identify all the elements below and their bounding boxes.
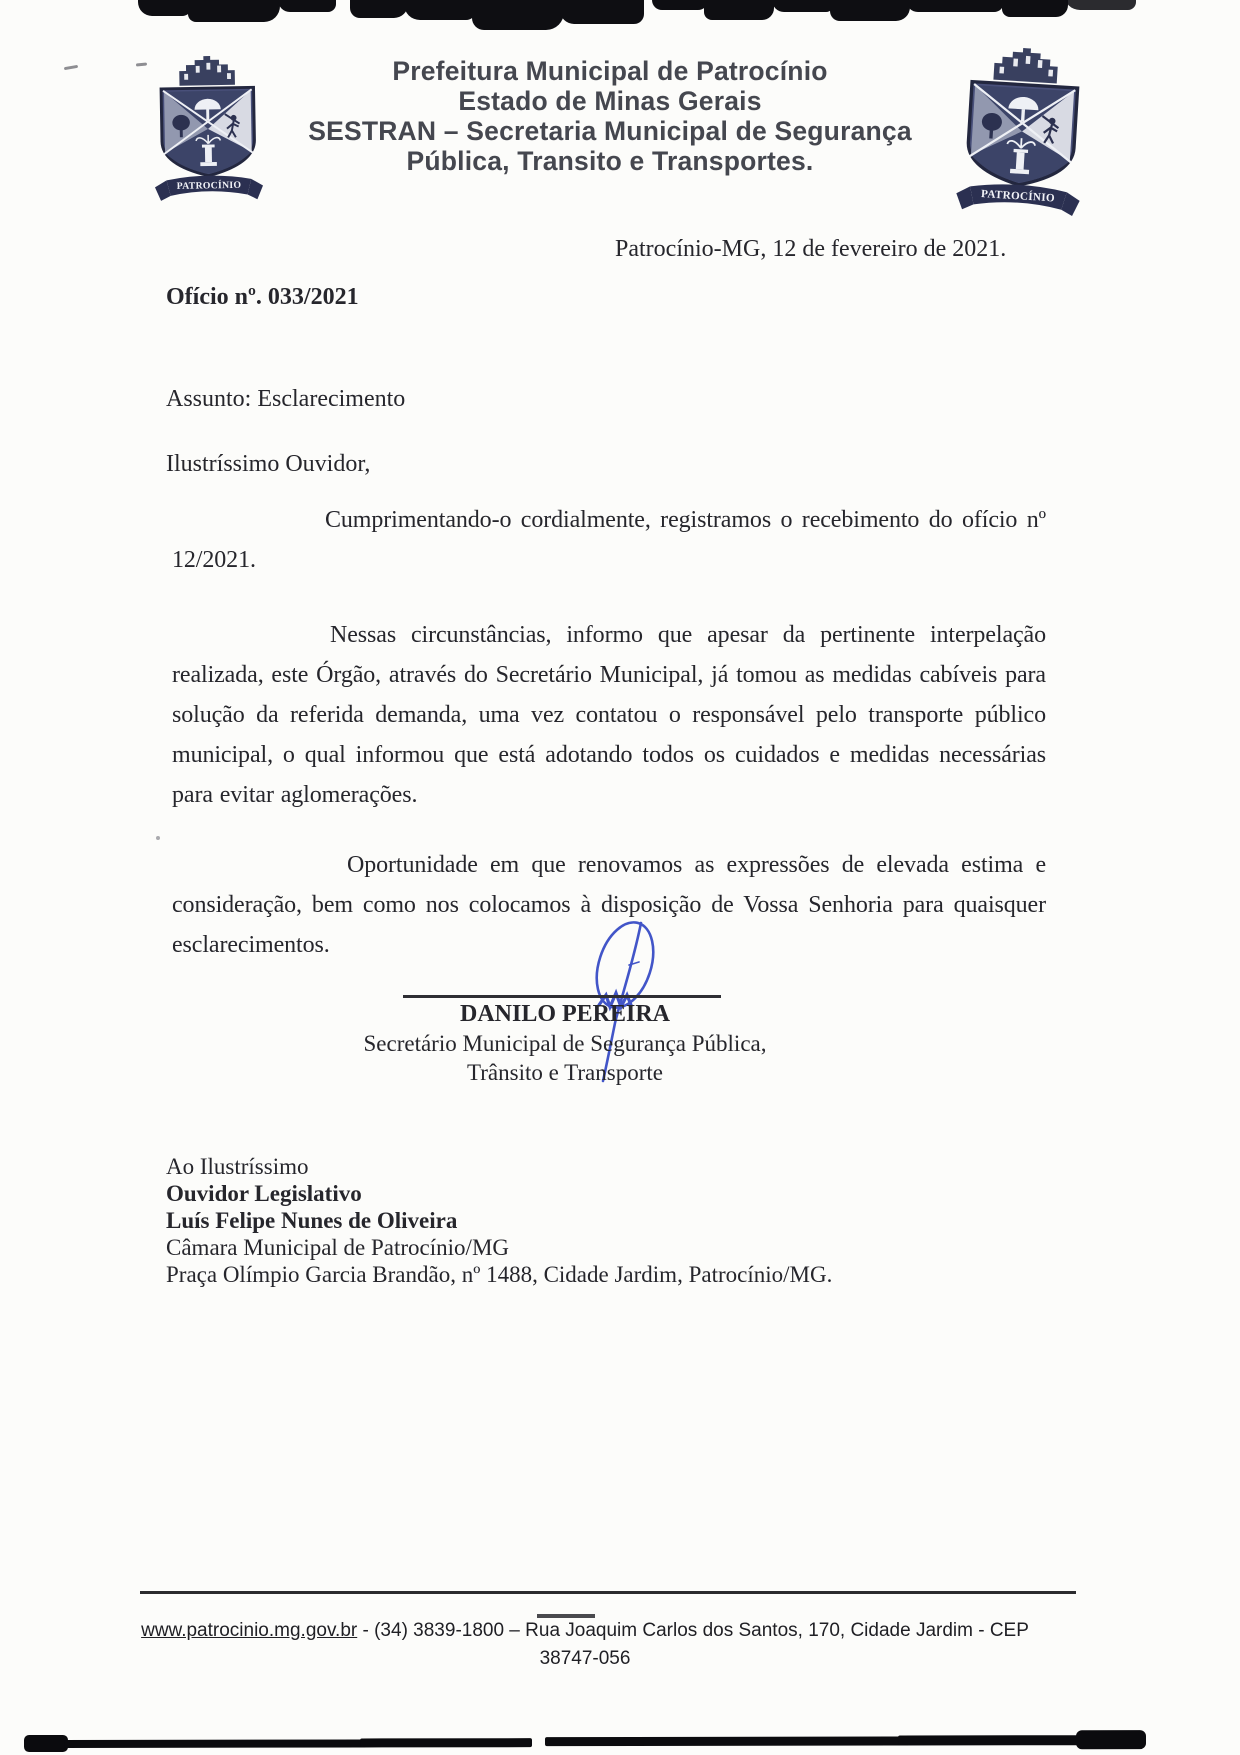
- footer-contact-line: [105, 1620, 1065, 1642]
- letterhead-line-1: Prefeitura Municipal de Patrocínio: [392, 56, 828, 86]
- addressee-name: Luís Felipe Nunes de Oliveira: [166, 1208, 458, 1233]
- paragraph-3: Oportunidade em que renovamos as expressões de elevada estima e consideração, bem como nos colocamos à disposição de Vossa Senhoria para quaisquer esclarecimentos.: [172, 852, 1046, 958]
- paragraph-2: Nessas circunstâncias, informo que apesar da pertinente interpelação realizada, este Órgão, através do Secretário Municipal, já tomou as medidas cabíveis para solução da referida demanda, uma vez contatou o responsável pelo transporte público municipal, o qual informou que está adotando todos os cuidados e medidas necessárias para evitar aglomerações.: [172, 622, 1046, 808]
- signatory-title-2: Trânsito e Transporte: [467, 1060, 663, 1085]
- scan-bar: [545, 1737, 903, 1747]
- scan-blob: [1064, 0, 1136, 10]
- letterhead-line-3: SESTRAN – Secretaria Municipal de Segurança: [308, 116, 912, 146]
- scan-blob: [652, 0, 708, 10]
- mural-crown: [179, 56, 235, 86]
- footer-cep: 38747-056: [539, 1648, 631, 1669]
- scan-bar: [360, 1738, 532, 1747]
- letterhead: [240, 56, 980, 176]
- addressee-honorific: Ao Ilustríssimo: [166, 1154, 309, 1179]
- ribbon-text: PATROCÍNIO: [176, 179, 242, 192]
- scan-blob: [772, 0, 834, 12]
- scan-blob: [404, 0, 476, 20]
- scan-blob: [560, 0, 644, 24]
- scan-blob: [350, 0, 408, 18]
- footer-separator: [537, 1614, 595, 1618]
- signatory-title-1: Secretário Municipal de Segurança Pública,: [363, 1031, 767, 1056]
- speck-mark: [156, 836, 160, 840]
- footer-contact-rest: - (34) 3839-1800 – Rua Joaquim Carlos dos Santos, 170, Cidade Jardim - CEP: [357, 1620, 1029, 1641]
- scan-bar: [898, 1735, 1080, 1745]
- signatory-name: DANILO PEREIRA: [459, 1001, 671, 1027]
- scan-artifact-top: [0, 0, 1240, 36]
- dateline: Patrocínio-MG, 12 de fevereiro de 2021.: [615, 236, 1007, 262]
- scan-blob: [830, 0, 910, 21]
- pencil-mark: [136, 62, 147, 66]
- scan-artifact-bottom: [0, 1721, 1240, 1755]
- salutation: Ilustríssimo Ouvidor,: [166, 451, 371, 477]
- letterhead-line-2: Estado de Minas Gerais: [458, 86, 762, 116]
- scan-blob: [906, 0, 1004, 12]
- paragraph-1: Cumprimentando-o cordialmente, registramos o recebimento do ofício nº 12/2021.: [172, 507, 1046, 573]
- scan-blob: [138, 0, 192, 16]
- scan-blob: [188, 0, 280, 22]
- scan-bar: [1076, 1730, 1146, 1749]
- scan-blob: [472, 0, 564, 30]
- scan-bar: [64, 1739, 364, 1748]
- addressee-address: Praça Olímpio Garcia Brandão, nº 1488, Cidade Jardim, Patrocínio/MG.: [166, 1262, 833, 1287]
- scan-blob: [704, 0, 774, 20]
- subject-line: Assunto: Esclarecimento: [166, 386, 406, 412]
- scan-bar: [24, 1735, 68, 1752]
- letterhead-line-4: Pública, Transito e Transportes.: [406, 146, 814, 176]
- website-link: www.patrocinio.mg.gov.br: [141, 1620, 358, 1641]
- addressee-role: Ouvidor Legislativo: [166, 1181, 362, 1206]
- scan-blob: [1002, 0, 1068, 17]
- scan-blob: [278, 0, 336, 12]
- fountain-emblem: [202, 144, 215, 147]
- signature-line: [403, 995, 721, 998]
- addressee-institution: Câmara Municipal de Patrocínio/MG: [166, 1235, 510, 1260]
- oficio-number: Ofício nº. 033/2021: [166, 284, 359, 310]
- footer-rule: [140, 1591, 1076, 1594]
- pencil-mark: [64, 65, 78, 70]
